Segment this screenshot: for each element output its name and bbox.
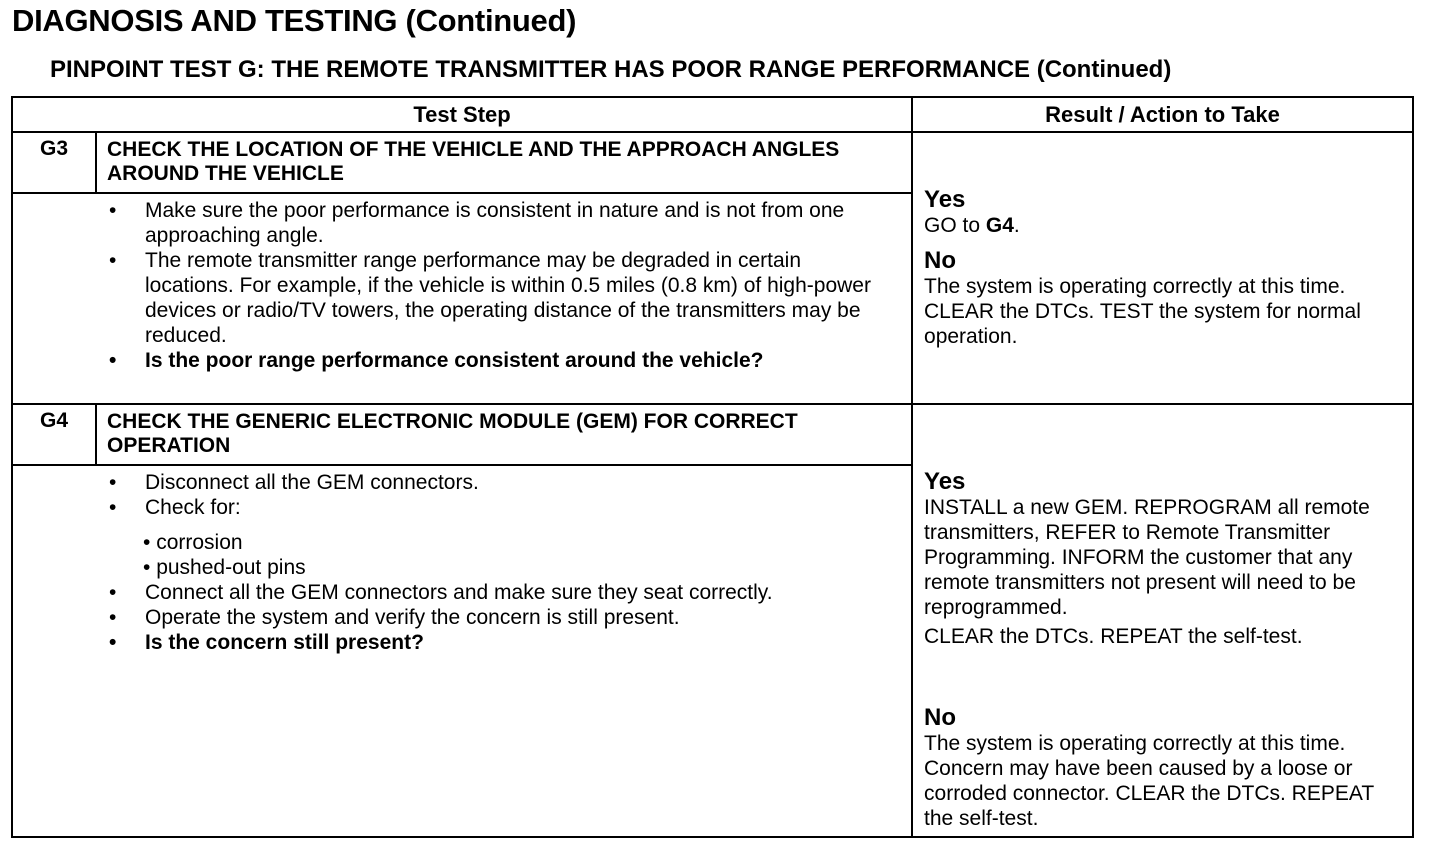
header-test-step: Test Step — [12, 97, 912, 132]
result-yes-text-2: CLEAR the DTCs. REPEAT the self-test. — [924, 625, 1303, 648]
list-item-question: • Is the poor range performance consistent around the vehicle? — [109, 349, 764, 372]
list-item: • The remote transmitter range performance may be degraded in certain locations. For example, if the vehicle is within 0.5 miles (0.8 km) of high-power devices or radio/TV towers, the operating distance of the transmitters may be reduced. — [109, 249, 871, 347]
step-id: G4 — [12, 404, 96, 465]
list-item: • Disconnect all the GEM connectors. — [109, 471, 479, 494]
step-title: CHECK THE LOCATION OF THE VEHICLE AND THE APPROACH ANGLES AROUND THE VEHICLE — [96, 132, 912, 193]
table-header-row — [12, 97, 1413, 132]
step-g4-result — [912, 404, 1413, 837]
list-item-question: • Is the concern still present? — [109, 631, 424, 654]
result-yes-text: GO to G4. — [924, 214, 1020, 237]
pinpoint-test-table — [11, 96, 1414, 838]
step-g4-title-row — [12, 404, 1413, 465]
page-subtitle: PINPOINT TEST G: THE REMOTE TRANSMITTER HAS POOR RANGE PERFORMANCE (Continued) — [50, 56, 1172, 83]
step-g3-title-row — [12, 132, 1413, 193]
result-no-label: No — [924, 704, 957, 731]
list-item: • Check for: — [109, 496, 241, 519]
result-yes-label: Yes — [924, 468, 966, 495]
sub-list-item: • corrosion — [143, 531, 243, 554]
result-yes-label: Yes — [924, 186, 966, 213]
step-id: G3 — [12, 132, 96, 193]
result-no-text: The system is operating correctly at this time. Concern may have been caused by a loose or corroded connector. CLEAR the DTCs. REPEAT the self-test. — [924, 732, 1374, 830]
list-item: • Operate the system and verify the concern is still present. — [109, 606, 680, 629]
step-g3-instructions — [12, 193, 912, 404]
result-yes-text: INSTALL a new GEM. REPROGRAM all remote transmitters, REFER to Remote Transmitter Programming. INFORM the customer that any remote transmitters not present will need to be reprogrammed. — [924, 496, 1370, 619]
step-g3-result — [912, 132, 1413, 404]
step-title: CHECK THE GENERIC ELECTRONIC MODULE (GEM) FOR CORRECT OPERATION — [96, 404, 912, 465]
result-no-label: No — [924, 247, 957, 274]
page-title: DIAGNOSIS AND TESTING (Continued) — [12, 3, 577, 38]
step-g4-instructions — [12, 465, 912, 837]
list-item: • Make sure the poor performance is consistent in nature and is not from one approaching angle. — [109, 199, 845, 247]
header-result-action: Result / Action to Take — [912, 97, 1413, 132]
sub-list-item: • pushed-out pins — [143, 556, 306, 579]
result-no-text: The system is operating correctly at this time. CLEAR the DTCs. TEST the system for normal operation. — [924, 275, 1361, 348]
list-item: • Connect all the GEM connectors and make sure they seat correctly. — [109, 581, 773, 604]
